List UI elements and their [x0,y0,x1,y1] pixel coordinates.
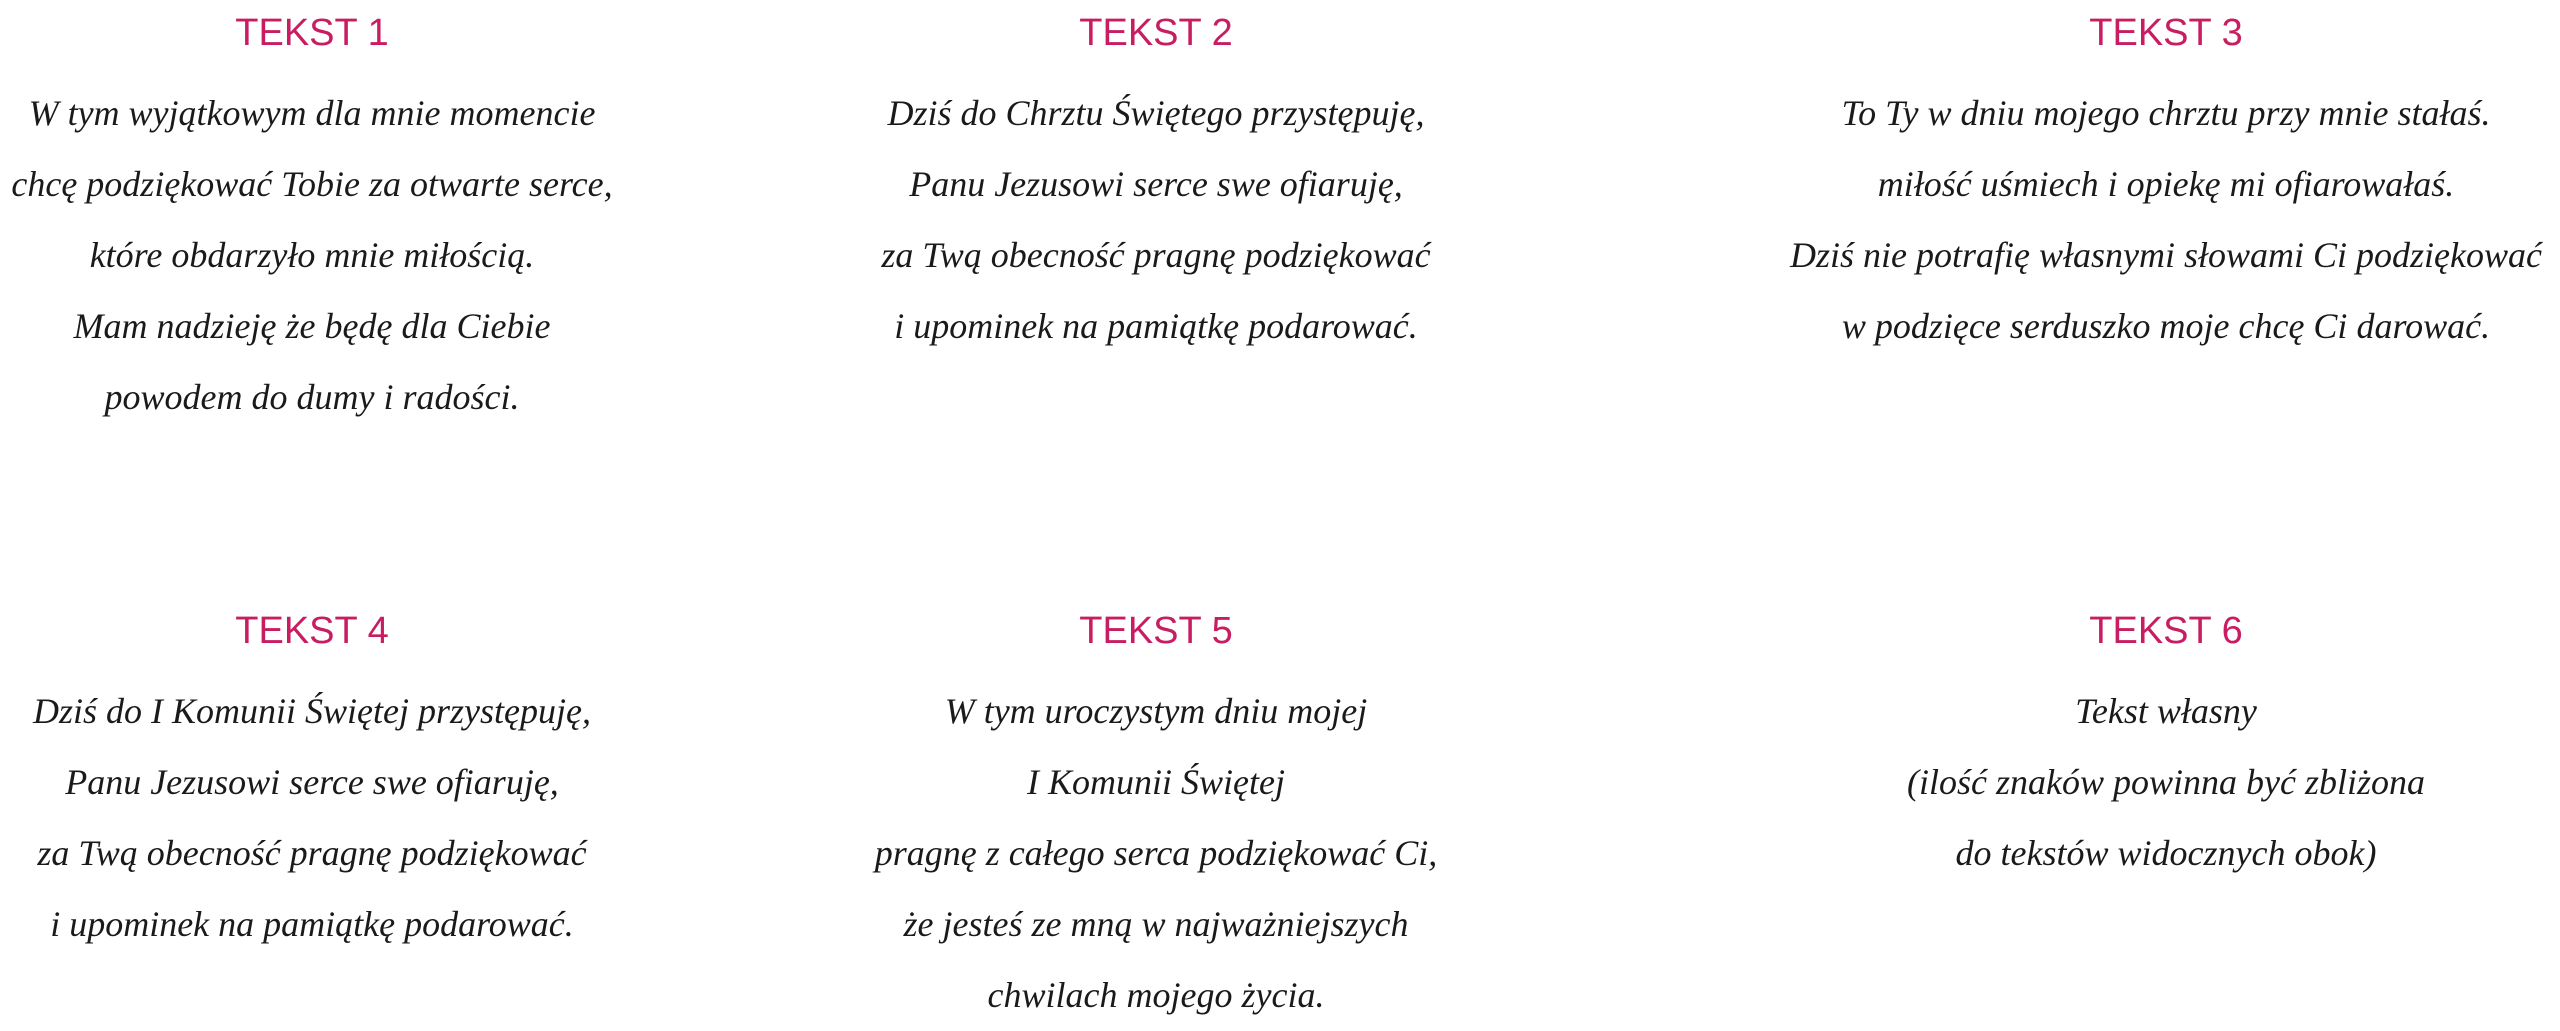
text-option-body [1766,676,2560,889]
verse-line: I Komunii Świętej [1027,762,1285,802]
text-option-title: TEKST 1 [235,12,389,54]
verse-line: za Twą obecność pragnę podziękować [881,235,1431,275]
verse-line: za Twą obecność pragnę podziękować [37,833,587,873]
verse-line: W tym uroczystym dniu mojej [944,691,1368,731]
verse-line: To Ty w dniu mojego chrztu przy mnie stałaś. [1841,93,2491,133]
text-option-6 [1766,612,2560,889]
verse-line: Dziś do Chrztu Świętego przystępuję, [887,93,1425,133]
text-option-5 [856,612,1456,1031]
text-option-body [0,676,624,960]
text-option-body [856,676,1456,1031]
verse-line: Panu Jezusowi serce swe ofiaruję, [909,164,1403,204]
text-option-body [1766,78,2560,362]
verse-line: do tekstów widocznych obok) [1955,833,2377,873]
verse-line: miłość uśmiech i opiekę mi ofiarowałaś. [1877,164,2455,204]
verse-line: chcę podziękować Tobie za otwarte serce, [11,164,613,204]
text-option-title: TEKST 3 [2089,12,2243,54]
text-option-title: TEKST 5 [1079,610,1233,652]
verse-line: i upominek na pamiątkę podarować. [894,306,1418,346]
text-option-title: TEKST 2 [1079,12,1233,54]
verse-line: pragnę z całego serca podziękować Ci, [874,833,1438,873]
text-option-body [856,78,1456,362]
verse-line: w podzięce serduszko moje chcę Ci darować. [1841,306,2491,346]
verse-line: Mam nadzieję że będę dla Ciebie [73,306,551,346]
text-option-3 [1766,14,2560,362]
verse-line: (ilość znaków powinna być zbliżona [1907,762,2425,802]
verse-line: chwilach mojego życia. [987,975,1325,1015]
verse-line: powodem do dumy i radości. [104,377,520,417]
verse-line: Dziś nie potrafię własnymi słowami Ci podziękować [1790,235,2542,275]
text-option-4 [0,612,624,960]
verse-line: Dziś do I Komunii Świętej przystępuję, [33,691,591,731]
text-option-2 [856,14,1456,362]
verse-line: Tekst własny [2075,691,2257,731]
text-option-title: TEKST 6 [2089,610,2243,652]
text-option-body [0,78,624,433]
text-option-title: TEKST 4 [235,610,389,652]
verse-line: W tym wyjątkowym dla mnie momencie [28,93,596,133]
verse-line: które obdarzyło mnie miłością. [89,235,535,275]
verse-line: i upominek na pamiątkę podarować. [50,904,574,944]
verse-line: Panu Jezusowi serce swe ofiaruję, [65,762,559,802]
verse-line: że jesteś ze mną w najważniejszych [903,904,1409,944]
text-option-1 [0,14,624,433]
